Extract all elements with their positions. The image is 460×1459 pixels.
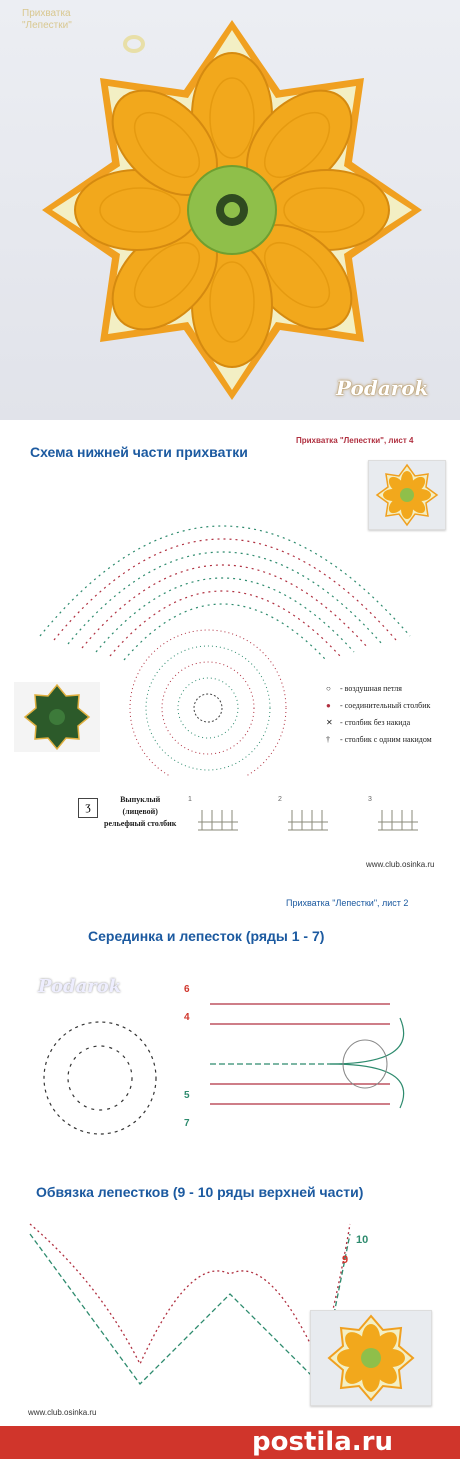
banner-text: postila.ru [252, 1427, 393, 1457]
potholder-photo [0, 0, 460, 420]
potholder-illustration [0, 0, 460, 420]
photo-caption-line1: Прихватка [22, 8, 71, 19]
legend-item: ✕ - столбик без накида [326, 718, 411, 727]
row-label-7: 7 [184, 1118, 190, 1129]
step-2: 2 [278, 796, 338, 836]
postila-banner[interactable] [0, 1426, 460, 1459]
relief-stitch-label: Выпуклый (лицевой) рельефный столбик [104, 795, 177, 828]
center-petal-chart [30, 968, 430, 1148]
relief-steps [188, 796, 428, 836]
step-3: 3 [368, 796, 428, 836]
legend-item: ○ - воздушная петля [326, 684, 402, 693]
single-crochet-icon: ✕ [326, 718, 333, 727]
row-label-4: 4 [184, 1012, 190, 1023]
relief-stitch-icon: ʒ [78, 798, 98, 818]
stitch-legend [326, 680, 456, 748]
sheet-4 [0, 420, 460, 888]
sheet2-header: Прихватка "Лепестки", лист 2 [286, 898, 409, 908]
legend-item: † - столбик с одним накидом [326, 735, 432, 744]
sheet4-header: Прихватка "Лепестки", лист 4 [296, 436, 414, 445]
sheet2-watermark: Podarok [38, 976, 122, 997]
row-label-9: 9 [342, 1254, 349, 1266]
photo-watermark: Podarok [336, 376, 429, 400]
legend-item: ● - соединительный столбик [326, 701, 431, 710]
sheet-2 [0, 888, 460, 1426]
row-label-10: 10 [356, 1234, 369, 1246]
slip-stitch-icon: ● [326, 701, 331, 710]
sheet2-thumbnail [310, 1310, 432, 1406]
sheet2-title1: Серединка и лепесток (ряды 1 - 7) [88, 928, 325, 944]
sheet4-site: www.club.osinka.ru [366, 860, 435, 869]
step-1: 1 [188, 796, 248, 836]
chain-icon: ○ [326, 684, 331, 693]
row-label-5: 5 [184, 1090, 190, 1101]
photo-caption-line2: "Лепестки" [22, 20, 72, 31]
row-label-6: 6 [184, 984, 190, 995]
double-crochet-icon: † [326, 735, 330, 744]
sheet4-title: Схема нижней части прихватки [30, 444, 248, 460]
sheet2-site: www.club.osinka.ru [28, 1408, 97, 1417]
green-potholder-thumb [14, 682, 100, 752]
sheet2-title2: Обвязка лепестков (9 - 10 ряды верхней части) [36, 1184, 364, 1200]
